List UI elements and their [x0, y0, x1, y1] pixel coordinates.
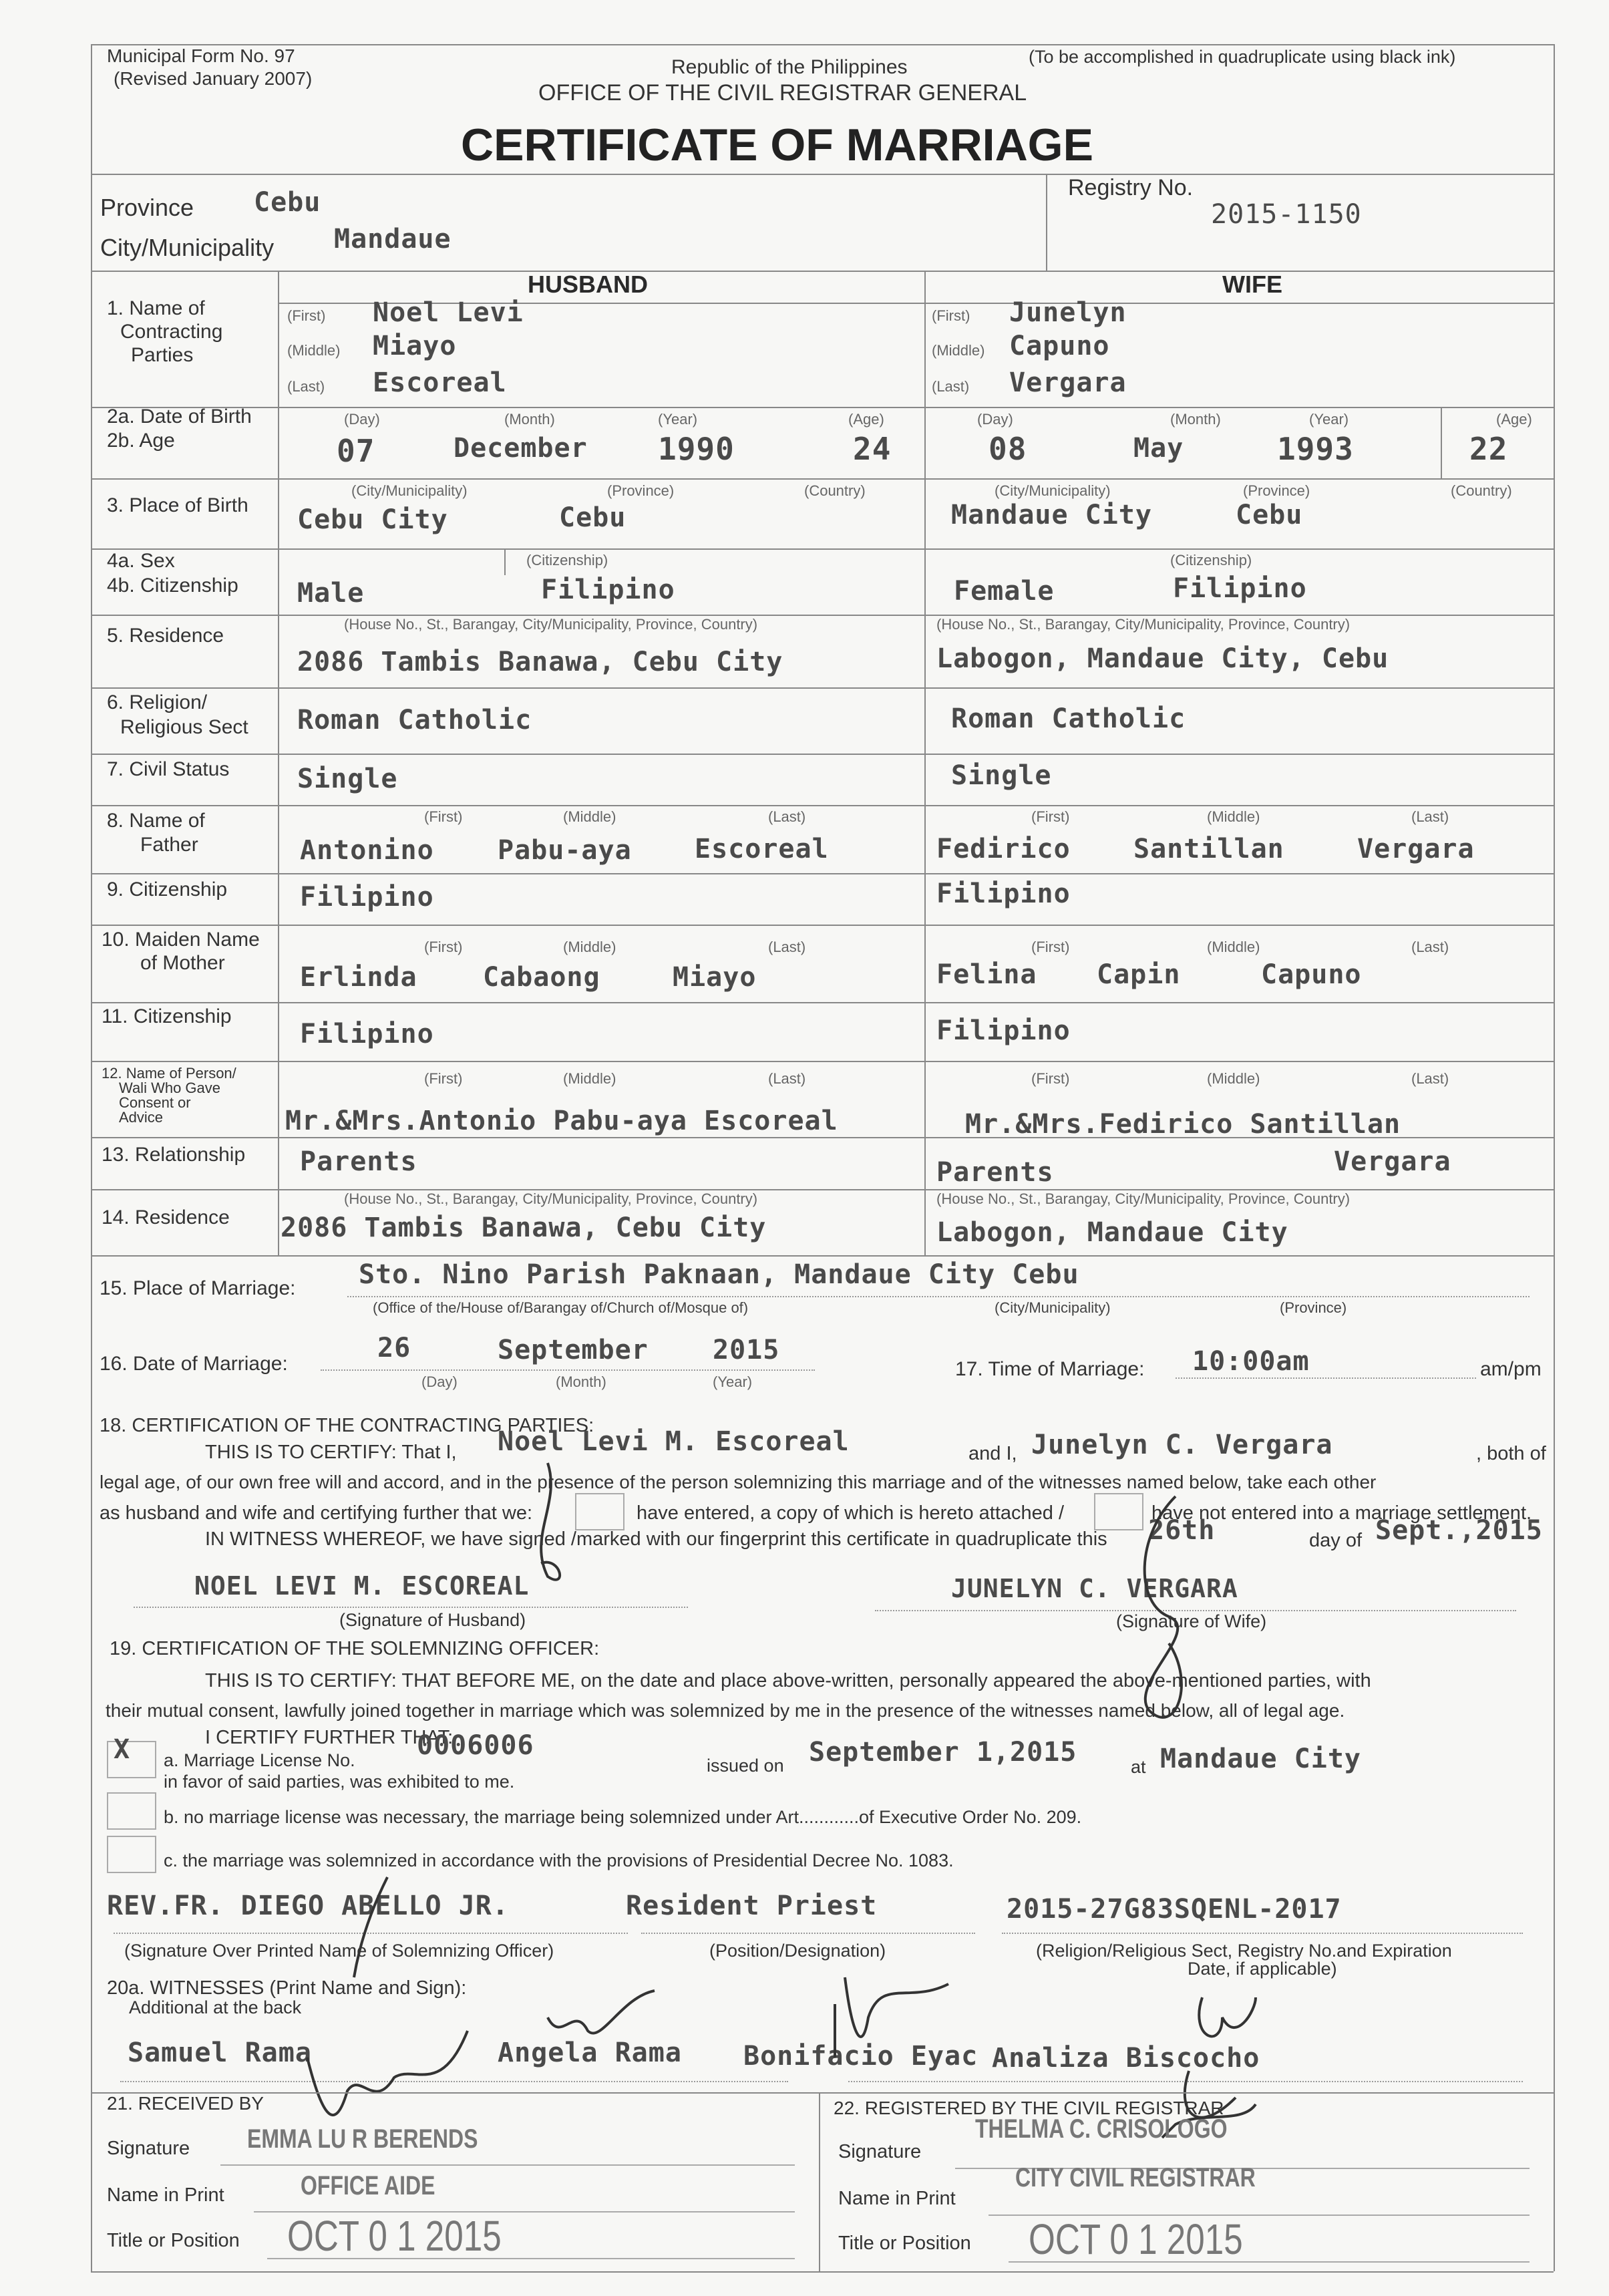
document-title: CERTIFICATE OF MARRIAGE	[461, 120, 1093, 170]
caption: (Day)	[344, 411, 380, 428]
label-religion-2: Religious Sect	[120, 716, 248, 738]
city-label: City/Municipality	[100, 234, 275, 261]
wife-consent-residence: Labogon, Mandaue City	[936, 1217, 1288, 1248]
caption: (Middle)	[287, 342, 341, 359]
witnesses-label: 20a. WITNESSES (Print Name and Sign):	[107, 1977, 467, 1999]
husband-first: Noel Levi	[373, 297, 524, 328]
wife-residence: Labogon, Mandaue City, Cebu	[936, 643, 1389, 674]
husband-mother-middle: Cabaong	[483, 962, 600, 993]
husband-religion: Roman Catholic	[297, 705, 532, 735]
wife-father-last: Vergara	[1357, 834, 1475, 864]
husband-column-header: HUSBAND	[528, 271, 648, 298]
caption: (Last)	[287, 378, 325, 395]
wife-column-header: WIFE	[1222, 271, 1282, 298]
label-father: 8. Name of	[107, 810, 205, 832]
label-consent-2: Wali Who Gave	[119, 1080, 221, 1096]
caption: (Day)	[977, 411, 1013, 428]
republic: Republic of the Philippines	[671, 56, 908, 78]
text: have not entered into a marriage settlement.	[1151, 1502, 1532, 1524]
marriage-time: 10:00am	[1192, 1346, 1310, 1377]
officer-name: REV.FR. DIEGO ABELLO JR.	[107, 1891, 509, 1921]
label-birthplace: 3. Place of Birth	[107, 494, 248, 516]
caption: (City/Municipality)	[995, 1299, 1111, 1316]
officer-registry: 2015-27G83SQENL-2017	[1007, 1894, 1342, 1925]
caption: (First)	[424, 939, 463, 955]
label-mother-2: of Mother	[140, 952, 225, 974]
divider	[220, 2164, 795, 2166]
registrar-signature: THELMA C. CRISOLOGO	[975, 2114, 1228, 2144]
officer-position: Resident Priest	[626, 1891, 878, 1921]
label-father-citizenship: 9. Citizenship	[107, 878, 228, 900]
caption: (First)	[1031, 939, 1070, 955]
caption: (Month)	[1170, 411, 1221, 428]
section-19-label: 19. CERTIFICATION OF THE SOLEMNIZING OFFICER:	[110, 1638, 600, 1659]
caption: (Last)	[768, 808, 806, 825]
license-number: 0006006	[417, 1730, 534, 1761]
text: THIS IS TO CERTIFY: THAT BEFORE ME, on the date and place above-written, personally appeared the above-mentioned parties, with	[205, 1670, 1371, 1691]
registered-date-stamp: OCT 0 1 2015	[1029, 2215, 1243, 2263]
option-a-check-mark: X	[114, 1734, 131, 1765]
license-issue-place: Mandaue City	[1160, 1744, 1361, 1774]
caption: (Last)	[1411, 1070, 1449, 1087]
husband-residence: 2086 Tambis Banawa, Cebu City	[297, 647, 783, 677]
text: , both of	[1476, 1443, 1546, 1464]
text: c. the marriage was solemnized in accordance with the provisions of Presidential Decree No. 1083.	[164, 1850, 954, 1870]
husband-age: 24	[853, 431, 892, 467]
label-dob: 2a. Date of Birth	[107, 405, 252, 428]
text: Name in Print	[107, 2184, 224, 2206]
wife-relationship: Parents	[936, 1157, 1054, 1188]
marriage-day: 26	[377, 1333, 411, 1363]
text: at	[1131, 1757, 1146, 1777]
husband-father-first: Antonino	[300, 835, 434, 866]
caption: (Middle)	[932, 342, 985, 359]
wife-mother-first: Felina	[936, 959, 1037, 990]
instruction: (To be accomplished in quadruplicate using black ink)	[1029, 47, 1456, 67]
wife-dob-day: 08	[989, 431, 1027, 467]
form-revision: (Revised January 2007)	[114, 68, 313, 89]
husband-mother-last: Miayo	[673, 962, 757, 993]
caption: (Day)	[421, 1373, 458, 1390]
caption: (House No., St., Barangay, City/Municipality, Province, Country)	[344, 616, 758, 633]
caption: (City/Municipality)	[351, 482, 468, 499]
label-consent-4: Advice	[119, 1109, 164, 1126]
label-father-2: Father	[140, 834, 198, 856]
wife-signature-name: JUNELYN C. VERGARA	[951, 1574, 1238, 1603]
caption: (Middle)	[1207, 1070, 1260, 1087]
marriage-year: 2015	[713, 1335, 780, 1365]
certifying-husband: Noel Levi M. Escoreal	[498, 1426, 850, 1457]
label-age: 2b. Age	[107, 430, 175, 452]
caption: (Middle)	[563, 939, 616, 955]
caption: (Signature of Husband)	[339, 1610, 526, 1630]
section-18-label: 18. CERTIFICATION OF THE CONTRACTING PARTIES:	[100, 1415, 594, 1436]
certifying-wife: Junelyn C. Vergara	[1031, 1430, 1333, 1460]
received-by-label: 21. RECEIVED BY	[107, 2093, 264, 2114]
label-relationship: 13. Relationship	[102, 1144, 246, 1166]
caption: (Province)	[607, 482, 675, 499]
caption: (Middle)	[1207, 808, 1260, 825]
text: day of	[1309, 1530, 1362, 1551]
husband-civil-status: Single	[297, 764, 398, 794]
caption: (Age)	[1496, 411, 1532, 428]
caption: (Month)	[556, 1373, 606, 1390]
label-name-2: Contracting	[120, 321, 223, 343]
caption: (First)	[1031, 1070, 1070, 1087]
husband-sex: Male	[297, 578, 365, 609]
wife-age: 22	[1469, 431, 1508, 467]
caption: (Year)	[1309, 411, 1349, 428]
caption: (Middle)	[563, 1070, 616, 1087]
label-name-3: Parties	[131, 344, 194, 366]
received-name: OFFICE AIDE	[301, 2171, 435, 2200]
caption: (Office of the/House of/Barangay of/Church of/Mosque of)	[373, 1299, 749, 1316]
caption: (First)	[424, 808, 463, 825]
text: IN WITNESS WHEREOF, we have signed /marked with our fingerprint this certificate in quadruplicate this	[205, 1528, 1107, 1550]
text: have entered, a copy of which is hereto attached /	[637, 1502, 1065, 1524]
place-label: 15. Place of Marriage:	[100, 1277, 296, 1299]
province-label: Province	[100, 194, 194, 221]
witness-month-year: Sept.,2015	[1375, 1515, 1543, 1546]
caption: (Religion/Religious Sect, Registry No.and Expiration	[1036, 1941, 1452, 1961]
city-value: Mandaue	[334, 224, 452, 255]
caption: (Year)	[713, 1373, 753, 1390]
caption: (First)	[424, 1070, 463, 1087]
witness-name: Bonifacio Eyac	[743, 2041, 978, 2072]
received-date-stamp: OCT 0 1 2015	[287, 2212, 502, 2260]
husband-citizenship: Filipino	[541, 575, 675, 605]
husband-relationship: Parents	[300, 1146, 417, 1177]
label-civil-status: 7. Civil Status	[107, 758, 230, 780]
witness-name: Analiza Biscocho	[992, 2043, 1260, 2074]
caption: (Age)	[848, 411, 884, 428]
caption: (Signature Over Printed Name of Solemnizing Officer)	[124, 1941, 554, 1961]
office-name: OFFICE OF THE CIVIL REGISTRAR GENERAL	[538, 80, 1027, 106]
wife-civil-status: Single	[951, 760, 1052, 791]
caption: (Year)	[658, 411, 698, 428]
husband-mother-first: Erlinda	[300, 962, 417, 993]
caption: (Last)	[768, 1070, 806, 1087]
caption: (City/Municipality)	[995, 482, 1111, 499]
husband-birth-city: Cebu City	[297, 504, 448, 535]
text: and I,	[968, 1443, 1017, 1464]
text: b. no marriage license was necessary, the marriage being solemnized under Art............of Executive Order No. 209.	[164, 1807, 1082, 1827]
text: Signature	[838, 2141, 922, 2162]
wife-father-first: Fedirico	[936, 834, 1071, 864]
wife-mother-citizenship: Filipino	[936, 1015, 1071, 1046]
caption: (Signature of Wife)	[1116, 1611, 1267, 1631]
husband-consent-residence: 2086 Tambis Banawa, Cebu City	[281, 1212, 767, 1243]
caption: (Province)	[1243, 482, 1310, 499]
label-consent-residence: 14. Residence	[102, 1206, 230, 1228]
label-consent-3: Consent or	[119, 1094, 191, 1111]
husband-middle: Miayo	[373, 331, 457, 361]
husband-birth-province: Cebu	[559, 502, 627, 533]
label-mother-citizenship: 11. Citizenship	[102, 1005, 232, 1027]
license-issue-date: September 1,2015	[809, 1737, 1077, 1768]
registered-by-label: 22. REGISTERED BY THE CIVIL REGISTRAR	[834, 2098, 1224, 2118]
province-value: Cebu	[254, 187, 321, 218]
label-citizenship: 4b. Citizenship	[107, 575, 238, 597]
caption: (House No., St., Barangay, City/Municipality, Province, Country)	[936, 616, 1351, 633]
husband-dob-month: December	[454, 433, 588, 464]
caption: (Province)	[1280, 1299, 1347, 1316]
witness-name: Samuel Rama	[128, 2037, 312, 2068]
time-label: 17. Time of Marriage:	[955, 1358, 1145, 1380]
wife-religion: Roman Catholic	[951, 703, 1186, 734]
place-of-marriage: Sto. Nino Parish Paknaan, Mandaue City Cebu	[359, 1259, 1079, 1290]
wife-dob-year: 1993	[1277, 431, 1354, 467]
text: Title or Position	[107, 2230, 240, 2251]
registry-number: 2015-1150	[1211, 199, 1362, 230]
husband-father-last: Escoreal	[695, 834, 829, 864]
text: as husband and wife and certifying further that we:	[100, 1502, 533, 1524]
text: legal age, of our own free will and accord, and in the presence of the person solemnizing this marriage and of the witnesses named below, take each other	[100, 1472, 1377, 1492]
form-number: Municipal Form No. 97	[107, 45, 295, 66]
caption: (Citizenship)	[1170, 552, 1252, 568]
received-signature: EMMA LU R BERENDS	[247, 2124, 478, 2154]
wife-citizenship: Filipino	[1173, 573, 1307, 604]
caption: (House No., St., Barangay, City/Municipality, Province, Country)	[936, 1190, 1351, 1207]
caption: Date, if applicable)	[1188, 1959, 1337, 1979]
caption: (Position/Designation)	[709, 1941, 886, 1961]
wife-mother-last: Capuno	[1261, 959, 1362, 990]
wife-birth-city: Mandaue City	[951, 500, 1152, 530]
caption: (Middle)	[1207, 939, 1260, 955]
wife-sex: Female	[954, 576, 1055, 607]
caption: (Last)	[932, 378, 970, 395]
text: Name in Print	[838, 2188, 956, 2209]
caption: (First)	[932, 307, 970, 324]
caption: (Middle)	[563, 808, 616, 825]
label-sex: 4a. Sex	[107, 550, 175, 572]
wife-birth-province: Cebu	[1236, 500, 1303, 530]
wife-father-middle: Santillan	[1133, 834, 1284, 864]
wife-middle: Capuno	[1009, 331, 1110, 361]
witness-day: 26th	[1148, 1515, 1216, 1546]
husband-consent: Mr.&Mrs.Antonio Pabu-aya Escoreal	[285, 1106, 838, 1136]
caption: (First)	[287, 307, 326, 324]
text: Signature	[107, 2138, 190, 2159]
divider	[91, 2092, 1554, 2094]
caption: (House No., St., Barangay, City/Municipality, Province, Country)	[344, 1190, 758, 1207]
label-consent: 12. Name of Person/	[102, 1065, 236, 1082]
divider	[819, 2092, 820, 2271]
label-residence: 5. Residence	[107, 625, 224, 647]
wife-mother-middle: Capin	[1097, 959, 1181, 990]
registrar-name: CITY CIVIL REGISTRAR	[1015, 2163, 1256, 2192]
label-mother: 10. Maiden Name	[102, 929, 260, 951]
caption: (Country)	[804, 482, 866, 499]
text: their mutual consent, lawfully joined together in marriage which was solemnized by me in the presence of the witnesses named below, all of legal age.	[106, 1700, 1345, 1721]
wife-dob-month: May	[1133, 433, 1184, 464]
husband-dob-day: 07	[337, 433, 375, 469]
caption: (Last)	[1411, 939, 1449, 955]
marriage-month: September	[498, 1335, 649, 1365]
caption: (Country)	[1451, 482, 1512, 499]
date-label: 16. Date of Marriage:	[100, 1353, 288, 1375]
husband-mother-citizenship: Filipino	[300, 1019, 434, 1049]
husband-dob-year: 1990	[658, 431, 735, 467]
registry-label: Registry No.	[1068, 175, 1194, 200]
wife-consent-2: Vergara	[1334, 1146, 1451, 1177]
caption: (Month)	[504, 411, 555, 428]
text: in favor of said parties, was exhibited to me.	[164, 1772, 515, 1792]
caption: (Last)	[768, 939, 806, 955]
text: Title or Position	[838, 2233, 971, 2254]
am-pm: am/pm	[1480, 1358, 1542, 1380]
text: THIS IS TO CERTIFY: That I,	[205, 1442, 457, 1463]
caption: (First)	[1031, 808, 1070, 825]
wife-first: Junelyn	[1009, 297, 1127, 328]
caption: (Last)	[1411, 808, 1449, 825]
text: Additional at the back	[129, 1997, 302, 2017]
husband-signature-name: NOEL LEVI M. ESCOREAL	[194, 1571, 530, 1601]
wife-last: Vergara	[1009, 367, 1127, 398]
label-name: 1. Name of	[107, 297, 205, 319]
caption: (Citizenship)	[526, 552, 608, 568]
husband-father-middle: Pabu-aya	[498, 835, 632, 866]
witness-name: Angela Rama	[498, 2037, 682, 2068]
text: a. Marriage License No.	[164, 1750, 355, 1770]
text: I CERTIFY FURTHER THAT:	[205, 1727, 454, 1748]
wife-father-citizenship: Filipino	[936, 878, 1071, 909]
husband-last: Escoreal	[373, 367, 507, 398]
husband-father-citizenship: Filipino	[300, 882, 434, 913]
label-religion: 6. Religion/	[107, 691, 208, 713]
text: issued on	[707, 1756, 784, 1776]
wife-consent: Mr.&Mrs.Fedirico Santillan	[965, 1109, 1401, 1140]
